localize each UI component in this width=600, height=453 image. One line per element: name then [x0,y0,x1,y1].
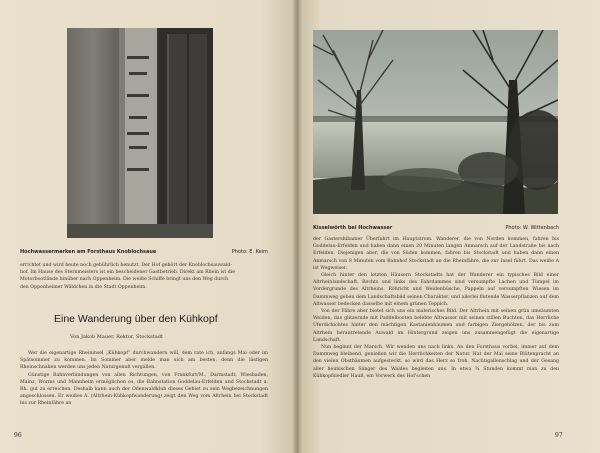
left-photo-credit: Photo: E. Keim [231,249,268,255]
right-photo-credit: Photo: W. Wittenbach [505,225,559,231]
paragraph: der Gastershibamer Überfahrt im Hauptstrom. Wanderer, die von Norden kommen, fahren bis Goddelau-Erfelden und haben dann einen 20 Minuten langen Anmarsch auf der Landstraße bis nach Erfelden. Diejenigen aber, die von Süden kommen, fahren bis Stockstadt und haben dann einen Anmarsch von 8 Minuten vom Bahnhof Stockstadt an die Rheinfähre, die zur Insel führt. Das weiße A ist Wegweiser. [313,237,559,271]
intro-line: errichtet und wird heute noch gebührlich benutzt. Der Hof gehört der Knoblochsauwald- [20,263,232,268]
paragraph: Günstige Bahnverbindungen von allen Richtungen, von Frankfurt/M., Darmstadt, Wiesbaden, Mainz, Worms und Mannheim ermöglichen es, die Bahnstation Goddelau-Erfelden und Stockstadt a. Rh. gut zu erreichen. Deshalb kann auch der Odenwaldklub dieses Gebiet zu sein Wegbezeichnungen angeschlossen. Er weißes A. (Altrhein-Kühkopfwanderung) zeigt den Weg vom Altrhein bei Stockstadt bis zur Rheinfähre an [20,372,268,407]
left-page [0,0,297,453]
photo-kisselwoerth-flood [313,30,558,214]
left-article-text [20,350,268,408]
photo-flood-marks [67,28,213,238]
intro-line: den Oppenheimer Wäldchen in die Stadt Oppenheim. [20,284,147,290]
paragraph: Wer die eigenartige Rheininsel „Kühkopf“ durchwandern will, dem rate ich, anfangs Mai oder im Spätsommer zu kommen. Im Sommer aber melde man sich am besten, denn die lästigen Rheinschnaken werden uns jeden Naturgenuß vergällen. [20,351,268,371]
intro-line: hof. Im Hause des Sternmeisters ist ein bescheidener Gastbetrieb. Direkt am Rhein ist die [20,270,236,276]
paragraph: Nun beginnt der Marsch. Wir wenden uns nach links. An den Forsthaus vorbei, immer auf dem Dammweg bleibend, genießen wir die Herrlichkeiten der Natur. Hat der Mai seine Blütenpracht an den vielen Obstbäumen aufgesteckt, so wird das Herz so froh. Nachtigallenschlag und der Gesang aller heimischen Sänger des Waldes begleiten uns. In etwa ¾ Stunden kommt man zu den Kühkopfsiedler Hauß, ein Vorwerk des Hof'schen [313,345,559,379]
right-page [297,0,600,453]
paragraph: Von der Fähre aber bietet sich uns ein malerisches Bild. Der Altrhein mit seinen grün umsäumten Weiden, das glitzernde mit Paddelbooten belebte Altwasser mit seinen stillen Buchten, das Herrliche Uferdickichtes hinter den mächtigen Kastanienbäumen und farbigen Ziergehölzen, der bis zum Altrhein herantretende Auwald im Hintergrund zeigen uns zusammengefügt die eigenartige Landschaft. [313,309,559,343]
page-number-left: 96 [14,432,22,439]
left-intro-text [20,262,268,291]
intro-line: Motorbootlände hinüber nach Oppenheim. Die weiße Schiffe bringt uns den Weg durch [20,277,229,283]
left-photo-caption: Hochwassermarken am Forsthaus Knoblochsaue Photo: E. Keim [20,249,268,255]
page-number-right: 97 [555,432,563,439]
right-article-text [313,236,559,380]
paragraph: Gleich hinter den letzten Häusern Stockstadts hat der Wanderer ein typisches Bild einer Altrheinlandschaft. Rechts und links des Fahrdammes sind versumpfte Lachen und Tümpel im Vordergrunde des Altrheins. Röhricht und Weidenbüsche, Pappeln auf versumpften Wiesen im Dammweg geben dem Landschaftsbild seinen Charakter, und allerlei flutende Wasserpflanzen auf dem Altwasser bedecken dasselbe mit einem grünen Teppich. [313,273,559,307]
article-title: Eine Wanderung über den Kühkopf [54,313,218,325]
book-gutter [292,0,302,453]
article-byline: Von Jakob Mauer, Rektor, Stockstadt [70,334,163,340]
right-photo-caption: Kisselwörth bei Hochwasser Photo: W. Wittenbach [313,225,559,231]
